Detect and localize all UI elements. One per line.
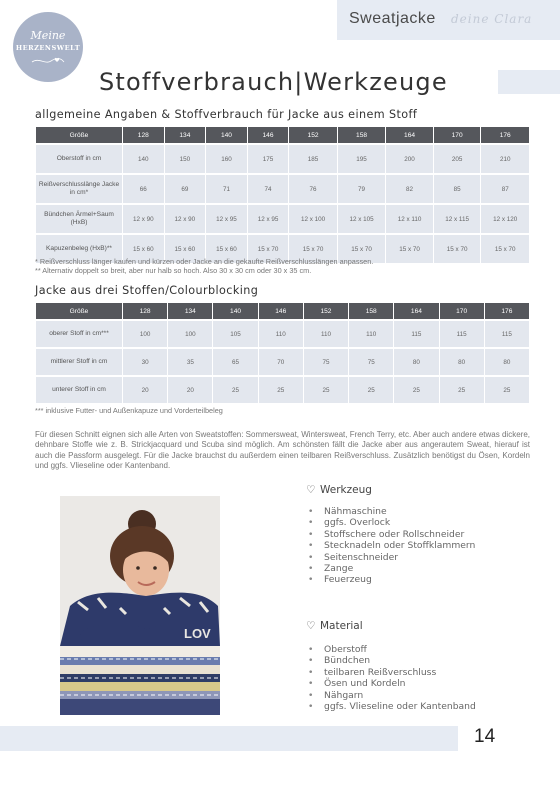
table-cell: 25 bbox=[213, 377, 257, 403]
table-cell: 20 bbox=[123, 377, 167, 403]
table-cell: 150 bbox=[165, 145, 206, 173]
material-heading bbox=[306, 620, 363, 632]
fabric-description-paragraph: Für diesen Schnitt eignen sich alle Arten von Sweatstoffen: Sommersweat, Wintersweat, French Terry, etc. Aber auch andere etwas dickere, dehnbare Stoffe wie z. B. Strickjacquard und Scuba sind möglich. Am schönsten fällt die Jacke aber aus angerautem Sweat, hierauf ist auch die Passform ausgelegt. Für die Jacke brauchst du außerdem einen teilbaren Reißverschluss. Zusätzlich benötigst du Ösen, Kordeln und ggfs. Vlieseline oder Kantenband. bbox=[35, 430, 530, 471]
table-cell: 100 bbox=[123, 321, 167, 347]
table-header-cell: 146 bbox=[259, 303, 303, 319]
row-label: Reißverschlusslänge Jacke in cm* bbox=[36, 175, 122, 203]
list-item: • Nähmaschine bbox=[308, 506, 475, 517]
table-cell: 75 bbox=[349, 349, 393, 375]
table-header-cell: 134 bbox=[165, 127, 206, 143]
table-cell: 25 bbox=[259, 377, 303, 403]
table-cell: 82 bbox=[386, 175, 433, 203]
table-cell: 74 bbox=[248, 175, 289, 203]
brand-logo bbox=[13, 12, 83, 82]
section-title-colourblocking: Jacke aus drei Stoffen/Colourblocking bbox=[35, 284, 259, 297]
table-cell: 12 x 100 bbox=[289, 205, 336, 233]
row-label: Kapuzenbeleg (HxB)** bbox=[36, 235, 122, 263]
table-cell: 110 bbox=[259, 321, 303, 347]
table-header-row bbox=[36, 303, 529, 319]
list-item: • Nähgarn bbox=[308, 690, 476, 701]
list-item: • Feuerzeug bbox=[308, 574, 475, 585]
table-header-cell: Größe bbox=[36, 303, 122, 319]
table-header-cell: 140 bbox=[213, 303, 257, 319]
table-cell: 20 bbox=[168, 377, 212, 403]
table-cell: 195 bbox=[338, 145, 385, 173]
row-label: unterer Stoff in cm bbox=[36, 377, 122, 403]
table-cell: 115 bbox=[485, 321, 529, 347]
table-row bbox=[36, 175, 529, 203]
table-cell: 15 x 60 bbox=[165, 235, 206, 263]
table-header-cell: 146 bbox=[248, 127, 289, 143]
table-header-cell: 164 bbox=[394, 303, 438, 319]
table-cell: 70 bbox=[259, 349, 303, 375]
table-header-cell: 170 bbox=[440, 303, 484, 319]
table-cell: 12 x 120 bbox=[481, 205, 529, 233]
table-cell: 105 bbox=[213, 321, 257, 347]
table-cell: 71 bbox=[206, 175, 247, 203]
row-label: mittlerer Stoff in cm bbox=[36, 349, 122, 375]
table-cell: 25 bbox=[485, 377, 529, 403]
table-cell: 15 x 70 bbox=[386, 235, 433, 263]
section-title-single-fabric: allgemeine Angaben & Stoffverbrauch für Jacke aus einem Stoff bbox=[35, 108, 418, 121]
table-header-cell: 176 bbox=[485, 303, 529, 319]
list-item: • Stecknadeln oder Stoffklammern bbox=[308, 540, 475, 551]
fabric-table-single bbox=[35, 127, 530, 263]
table-cell: 25 bbox=[349, 377, 393, 403]
werkzeug-heading bbox=[306, 484, 372, 496]
table-cell: 100 bbox=[168, 321, 212, 347]
material-list bbox=[308, 644, 476, 712]
werkzeug-list bbox=[308, 506, 475, 586]
table-header-cell: 152 bbox=[289, 127, 336, 143]
table-cell: 76 bbox=[289, 175, 336, 203]
table-cell: 140 bbox=[123, 145, 164, 173]
table-cell: 12 x 115 bbox=[434, 205, 481, 233]
table-header-cell: 158 bbox=[338, 127, 385, 143]
table-header-cell: 170 bbox=[434, 127, 481, 143]
model-photo-illustration bbox=[60, 496, 220, 715]
table-cell: 79 bbox=[338, 175, 385, 203]
table-cell: 25 bbox=[394, 377, 438, 403]
table-cell: 15 x 70 bbox=[289, 235, 336, 263]
table-cell: 15 x 70 bbox=[248, 235, 289, 263]
table-cell: 175 bbox=[248, 145, 289, 173]
list-item: • Bündchen bbox=[308, 655, 476, 666]
list-item: • Ösen und Kordeln bbox=[308, 678, 476, 689]
table-row bbox=[36, 321, 529, 347]
footnote-zipper: * Reißverschluss länger kaufen und kürzen oder Jacke an die gekaufte Reißverschlusslängen anpassen. bbox=[35, 257, 374, 266]
footer-band bbox=[0, 726, 458, 751]
table-header-cell: 158 bbox=[349, 303, 393, 319]
table-header-cell: 128 bbox=[123, 303, 167, 319]
model-photo bbox=[60, 496, 220, 715]
table-cell: 12 x 105 bbox=[338, 205, 385, 233]
table-cell: 15 x 70 bbox=[481, 235, 529, 263]
table-cell: 160 bbox=[206, 145, 247, 173]
table-cell: 15 x 60 bbox=[123, 235, 164, 263]
table-row bbox=[36, 377, 529, 403]
footnote-hood-lining: *** inklusive Futter- und Außenkapuze und Vorderteilbeleg bbox=[35, 406, 223, 415]
header-title: Sweatjacke bbox=[349, 10, 436, 27]
logo-script-text: Meine bbox=[30, 29, 66, 42]
table-cell: 66 bbox=[123, 175, 164, 203]
page-number: 14 bbox=[474, 726, 496, 747]
table-cell: 12 x 95 bbox=[248, 205, 289, 233]
photo-shirt-text: LOV bbox=[184, 626, 211, 641]
table-cell: 15 x 60 bbox=[206, 235, 247, 263]
table-cell: 25 bbox=[440, 377, 484, 403]
page-title: Stoffverbrauch|Werkzeuge bbox=[99, 68, 448, 96]
table-cell: 85 bbox=[434, 175, 481, 203]
table-cell: 35 bbox=[168, 349, 212, 375]
table-cell: 110 bbox=[349, 321, 393, 347]
heart-icon: ♡ bbox=[306, 484, 316, 496]
row-label: oberer Stoff in cm*** bbox=[36, 321, 122, 347]
material-title: Material bbox=[320, 620, 363, 632]
table-cell: 12 x 90 bbox=[123, 205, 164, 233]
table-cell: 12 x 110 bbox=[386, 205, 433, 233]
table-cell: 15 x 70 bbox=[338, 235, 385, 263]
logo-swirl-icon bbox=[31, 56, 65, 66]
table-cell: 110 bbox=[304, 321, 348, 347]
title-accent-band bbox=[498, 70, 560, 94]
footnote-hood: ** Alternativ doppelt so breit, aber nur halb so hoch. Also 30 x 30 cm oder 30 x 35 cm. bbox=[35, 266, 312, 275]
list-item: • Seitenschneider bbox=[308, 552, 475, 563]
fabric-table-colourblocking bbox=[35, 303, 530, 403]
row-label: Bündchen Ärmel+Saum (HxB) bbox=[36, 205, 122, 233]
table-header-cell: 128 bbox=[123, 127, 164, 143]
table-cell: 80 bbox=[394, 349, 438, 375]
list-item: • Stoffschere oder Rollschneider bbox=[308, 529, 475, 540]
table-header-cell: 152 bbox=[304, 303, 348, 319]
list-item: • ggfs. Vlieseline oder Kantenband bbox=[308, 701, 476, 712]
table-cell: 80 bbox=[485, 349, 529, 375]
table-cell: 115 bbox=[394, 321, 438, 347]
table-cell: 210 bbox=[481, 145, 529, 173]
list-item: • teilbaren Reißverschluss bbox=[308, 667, 476, 678]
header-script-subtitle: deine Clara bbox=[451, 12, 533, 26]
list-item: • Zange bbox=[308, 563, 475, 574]
table-header-cell: 140 bbox=[206, 127, 247, 143]
table-header-cell: 134 bbox=[168, 303, 212, 319]
table-cell: 200 bbox=[386, 145, 433, 173]
heart-icon: ♡ bbox=[306, 620, 316, 632]
table-cell: 12 x 90 bbox=[165, 205, 206, 233]
table-cell: 12 x 95 bbox=[206, 205, 247, 233]
table-header-cell: 164 bbox=[386, 127, 433, 143]
table-cell: 69 bbox=[165, 175, 206, 203]
list-item: • ggfs. Overlock bbox=[308, 517, 475, 528]
table-row bbox=[36, 145, 529, 173]
werkzeug-title: Werkzeug bbox=[320, 484, 372, 496]
table-cell: 185 bbox=[289, 145, 336, 173]
table-cell: 115 bbox=[440, 321, 484, 347]
list-item: • Oberstoff bbox=[308, 644, 476, 655]
table-row bbox=[36, 205, 529, 233]
table-header-row bbox=[36, 127, 529, 143]
table-cell: 15 x 70 bbox=[434, 235, 481, 263]
table-row bbox=[36, 349, 529, 375]
table-header-cell: Größe bbox=[36, 127, 122, 143]
table-cell: 80 bbox=[440, 349, 484, 375]
row-label: Oberstoff in cm bbox=[36, 145, 122, 173]
table-cell: 65 bbox=[213, 349, 257, 375]
table-cell: 87 bbox=[481, 175, 529, 203]
table-cell: 30 bbox=[123, 349, 167, 375]
table-cell: 75 bbox=[304, 349, 348, 375]
logo-brand-text: HERZENSWELT bbox=[15, 44, 81, 52]
table-cell: 25 bbox=[304, 377, 348, 403]
table-cell: 205 bbox=[434, 145, 481, 173]
table-header-cell: 176 bbox=[481, 127, 529, 143]
